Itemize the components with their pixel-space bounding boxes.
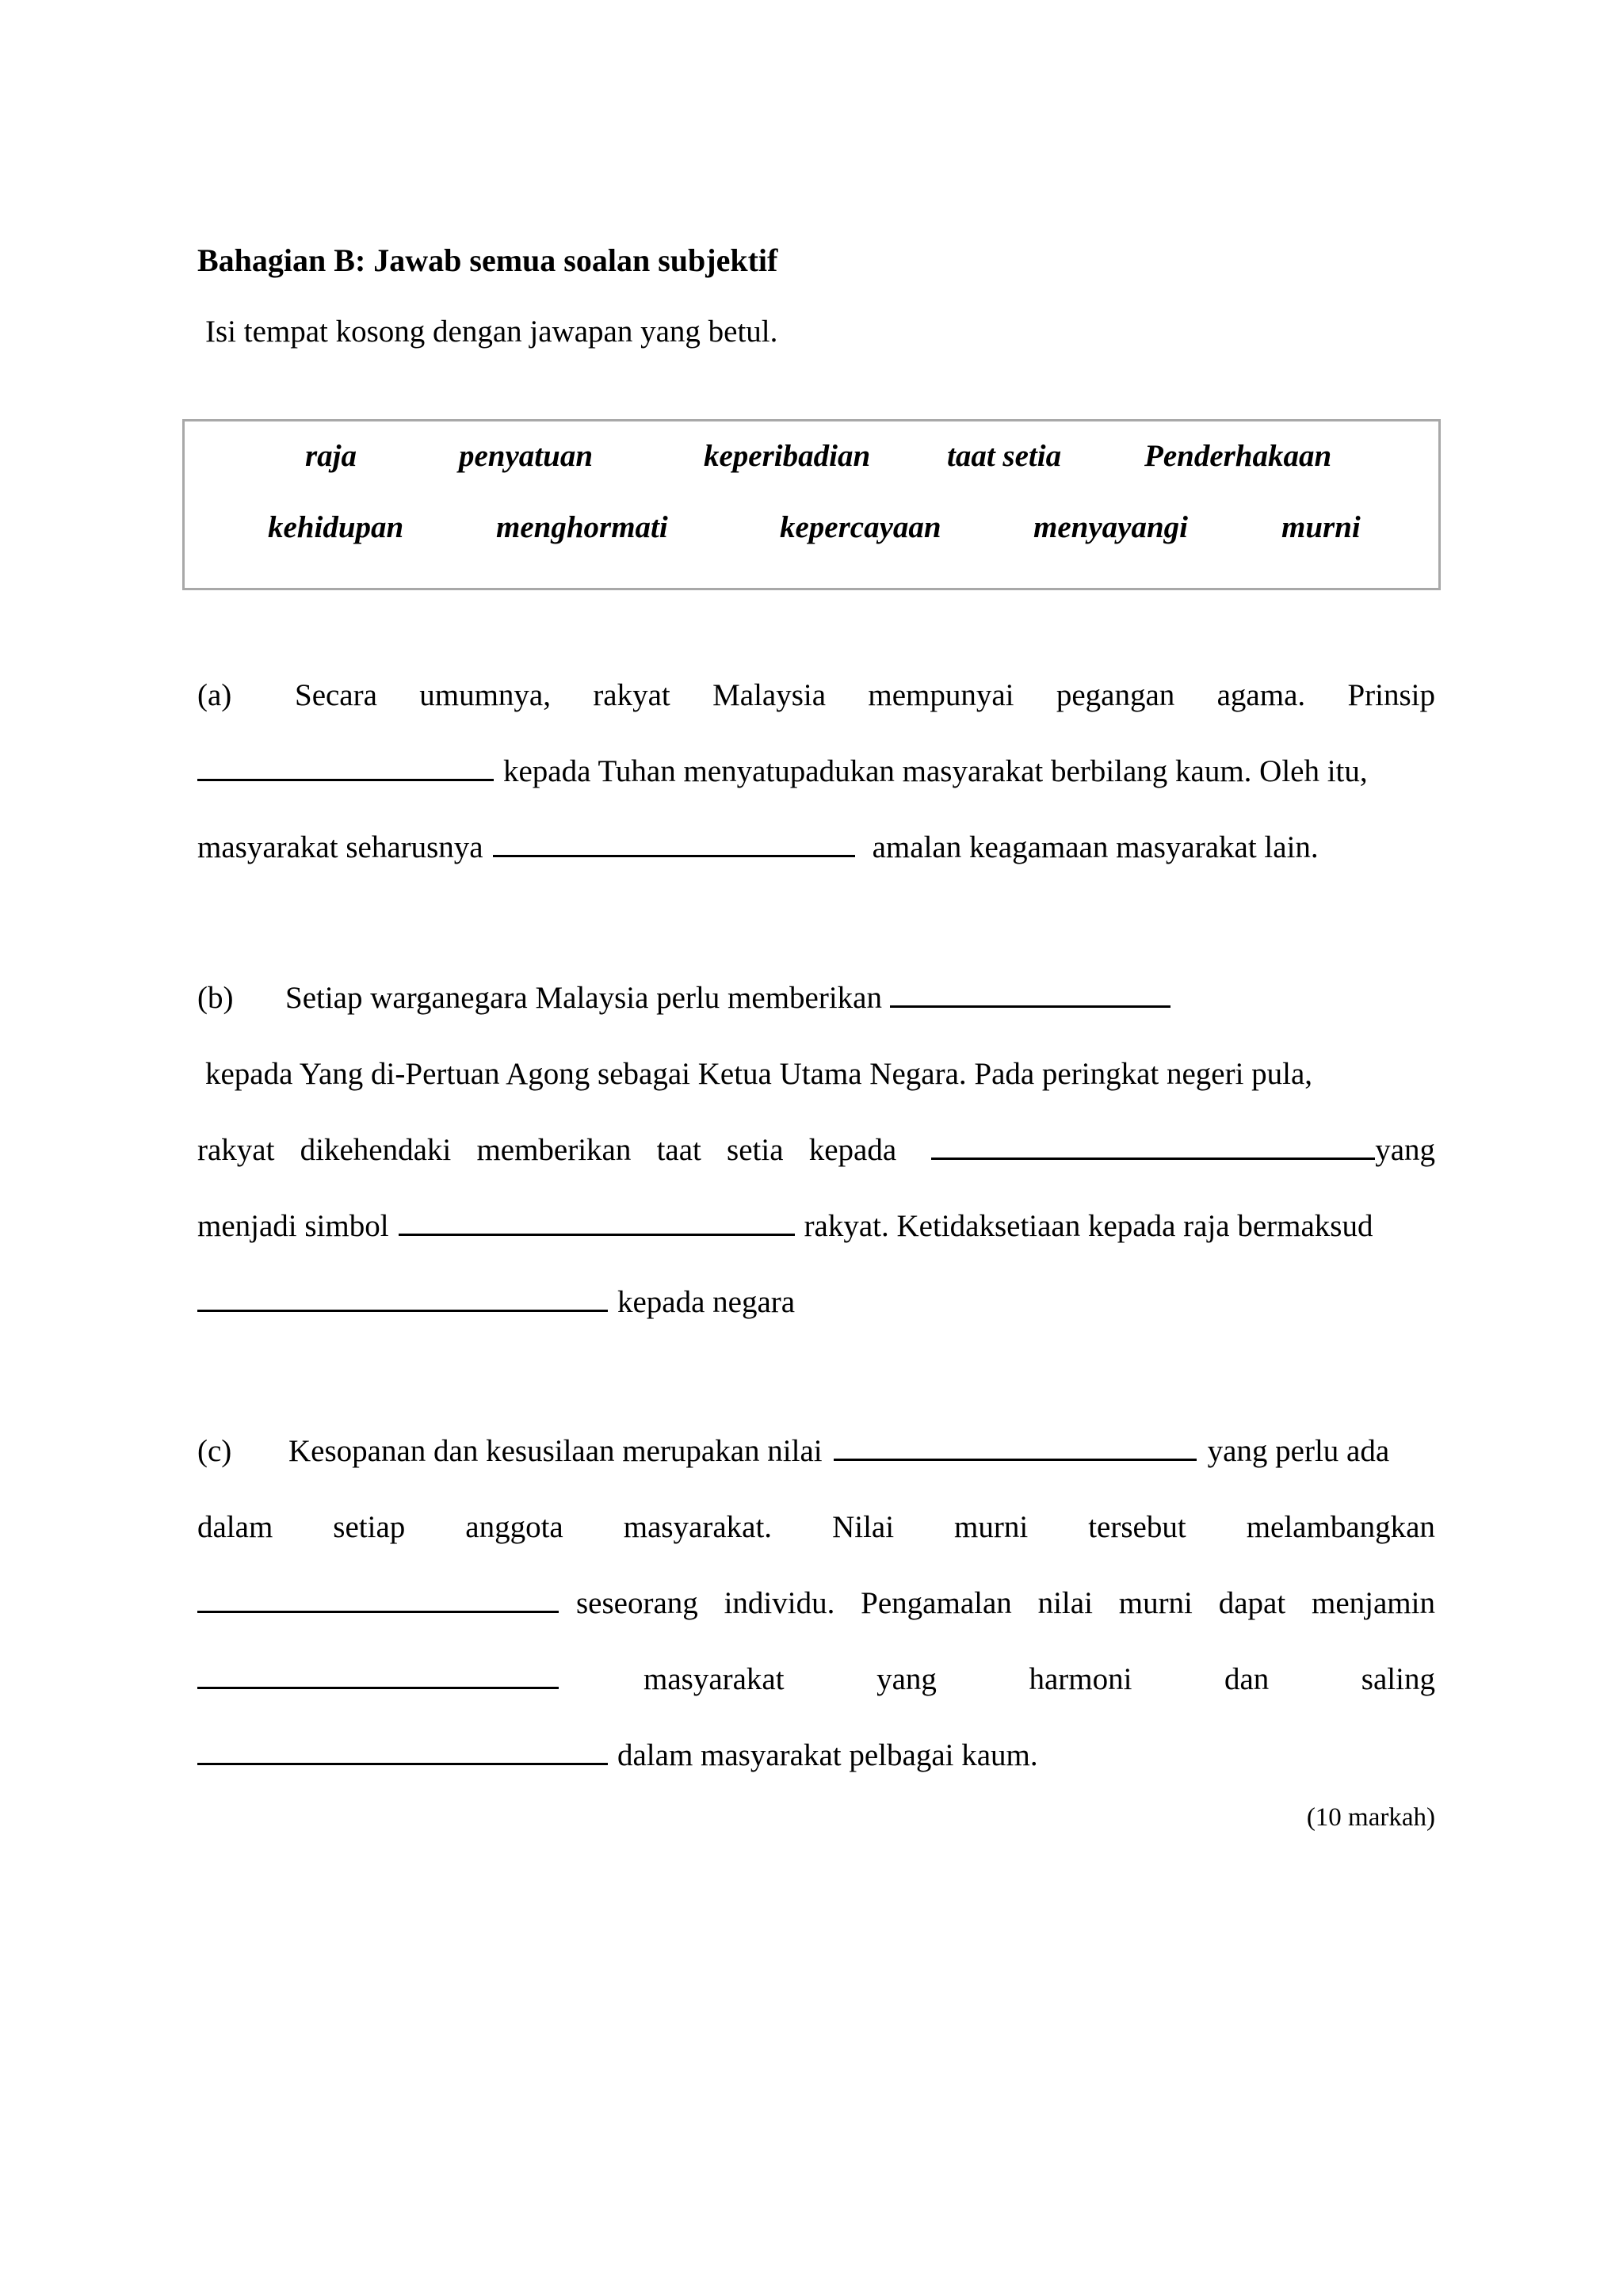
word: tersebut bbox=[1088, 1510, 1186, 1544]
word: umumnya, bbox=[419, 678, 551, 712]
word: Nilai bbox=[832, 1510, 895, 1544]
word-bank-item: penyatuan bbox=[459, 439, 594, 473]
text: amalan keagamaan masyarakat lain. bbox=[872, 830, 1319, 864]
answer-blank[interactable] bbox=[890, 1005, 1170, 1008]
question-c-label: (c) bbox=[197, 1434, 232, 1468]
marks-label: (10 markah) bbox=[1306, 1803, 1435, 1832]
word: dikehendaki bbox=[300, 1133, 452, 1167]
text: Kesopanan dan kesusilaan merupakan nilai bbox=[288, 1434, 823, 1468]
question-b-line-4 bbox=[197, 1203, 1435, 1250]
word: individu. bbox=[724, 1586, 835, 1620]
answer-blank[interactable] bbox=[834, 1459, 1197, 1461]
section-title: Bahagian B: Jawab semua soalan subjektif bbox=[197, 242, 778, 278]
word-bank-box bbox=[182, 419, 1441, 590]
word: Secara bbox=[295, 678, 377, 712]
word: harmoni bbox=[1029, 1662, 1132, 1696]
word-bank-item: kepercayaan bbox=[780, 510, 941, 544]
word: seseorang bbox=[576, 1586, 698, 1620]
question-c-line-3 bbox=[197, 1580, 1435, 1627]
text: Setiap warganegara Malaysia perlu memberikan bbox=[285, 981, 882, 1015]
word-bank-item: menyayangi bbox=[1033, 510, 1188, 544]
word: kepada bbox=[808, 1133, 897, 1167]
text: rakyat. Ketidaksetiaan kepada raja bermaksud bbox=[804, 1209, 1373, 1243]
question-a-line-1 bbox=[197, 672, 1435, 719]
word: nilai bbox=[1037, 1586, 1093, 1620]
question-b-line-2 bbox=[197, 1051, 1435, 1098]
question-c-line-5 bbox=[197, 1732, 1435, 1779]
word-bank-item: Penderhakaan bbox=[1144, 439, 1332, 473]
word-bank-item: taat setia bbox=[947, 439, 1062, 473]
answer-blank[interactable] bbox=[493, 855, 855, 857]
question-a-label: (a) bbox=[197, 678, 232, 712]
question-c-line-4 bbox=[197, 1656, 1435, 1703]
question-a-line-2 bbox=[197, 748, 1435, 795]
word-bank-item: raja bbox=[305, 439, 357, 473]
question-c-words bbox=[559, 1580, 1435, 1627]
question-a-line-3 bbox=[197, 824, 1435, 871]
word: dapat bbox=[1218, 1586, 1286, 1620]
text: dalam masyarakat pelbagai kaum. bbox=[617, 1738, 1038, 1772]
word: menjamin bbox=[1312, 1586, 1435, 1620]
answer-blank[interactable] bbox=[197, 1310, 608, 1312]
question-c-line-2 bbox=[197, 1504, 1435, 1551]
word: masyarakat. bbox=[623, 1510, 773, 1544]
question-b-line-1 bbox=[197, 974, 1435, 1022]
text: yang perlu ada bbox=[1207, 1434, 1390, 1468]
instruction-text: Isi tempat kosong dengan jawapan yang betul. bbox=[205, 315, 778, 349]
word: anggota bbox=[465, 1510, 563, 1544]
question-b-words bbox=[197, 1127, 931, 1174]
question-b-label: (b) bbox=[197, 981, 234, 1015]
word: murni bbox=[1118, 1586, 1193, 1620]
question-b-line-5 bbox=[197, 1279, 1435, 1326]
word-bank-item: murni bbox=[1281, 510, 1361, 544]
word: murni bbox=[954, 1510, 1029, 1544]
answer-blank[interactable] bbox=[197, 1763, 608, 1765]
word: pegangan bbox=[1056, 678, 1175, 712]
word: memberikan bbox=[476, 1133, 632, 1167]
text: menjadi simbol bbox=[197, 1209, 389, 1243]
question-c-line-1 bbox=[197, 1428, 1435, 1475]
word: setiap bbox=[333, 1510, 406, 1544]
answer-blank[interactable] bbox=[399, 1234, 795, 1236]
word: dalam bbox=[197, 1510, 273, 1544]
answer-blank[interactable] bbox=[197, 779, 494, 781]
word: agama. bbox=[1216, 678, 1306, 712]
question-b-line-3 bbox=[197, 1127, 1435, 1174]
text: kepada Tuhan menyatupadukan masyarakat berbilang kaum. Oleh itu, bbox=[503, 754, 1368, 788]
word: rakyat bbox=[197, 1133, 275, 1167]
word: Malaysia bbox=[712, 678, 827, 712]
text: masyarakat seharusnya bbox=[197, 830, 483, 864]
word: Prinsip bbox=[1347, 678, 1435, 712]
word-bank-item: menghormati bbox=[496, 510, 668, 544]
word-bank-item: keperibadian bbox=[704, 439, 871, 473]
answer-blank[interactable] bbox=[931, 1158, 1375, 1160]
question-a-words bbox=[295, 672, 1435, 719]
word: yang bbox=[876, 1662, 937, 1696]
question-c-words bbox=[559, 1656, 1435, 1703]
text: kepada Yang di-Pertuan Agong sebagai Ketua Utama Negara. Pada peringkat negeri pula, bbox=[205, 1057, 1313, 1091]
word: Pengamalan bbox=[861, 1586, 1012, 1620]
word: dan bbox=[1224, 1662, 1270, 1696]
word: rakyat bbox=[593, 678, 670, 712]
answer-blank[interactable] bbox=[197, 1611, 559, 1613]
text: yang bbox=[1375, 1133, 1435, 1167]
word: melambangkan bbox=[1246, 1510, 1435, 1544]
word: masyarakat bbox=[643, 1662, 785, 1696]
word-bank-item: kehidupan bbox=[268, 510, 404, 544]
answer-blank[interactable] bbox=[197, 1687, 559, 1689]
word: mempunyai bbox=[868, 678, 1014, 712]
text: kepada negara bbox=[617, 1285, 796, 1319]
word: setia bbox=[727, 1133, 784, 1167]
word: taat bbox=[656, 1133, 701, 1167]
word: saling bbox=[1361, 1662, 1435, 1696]
